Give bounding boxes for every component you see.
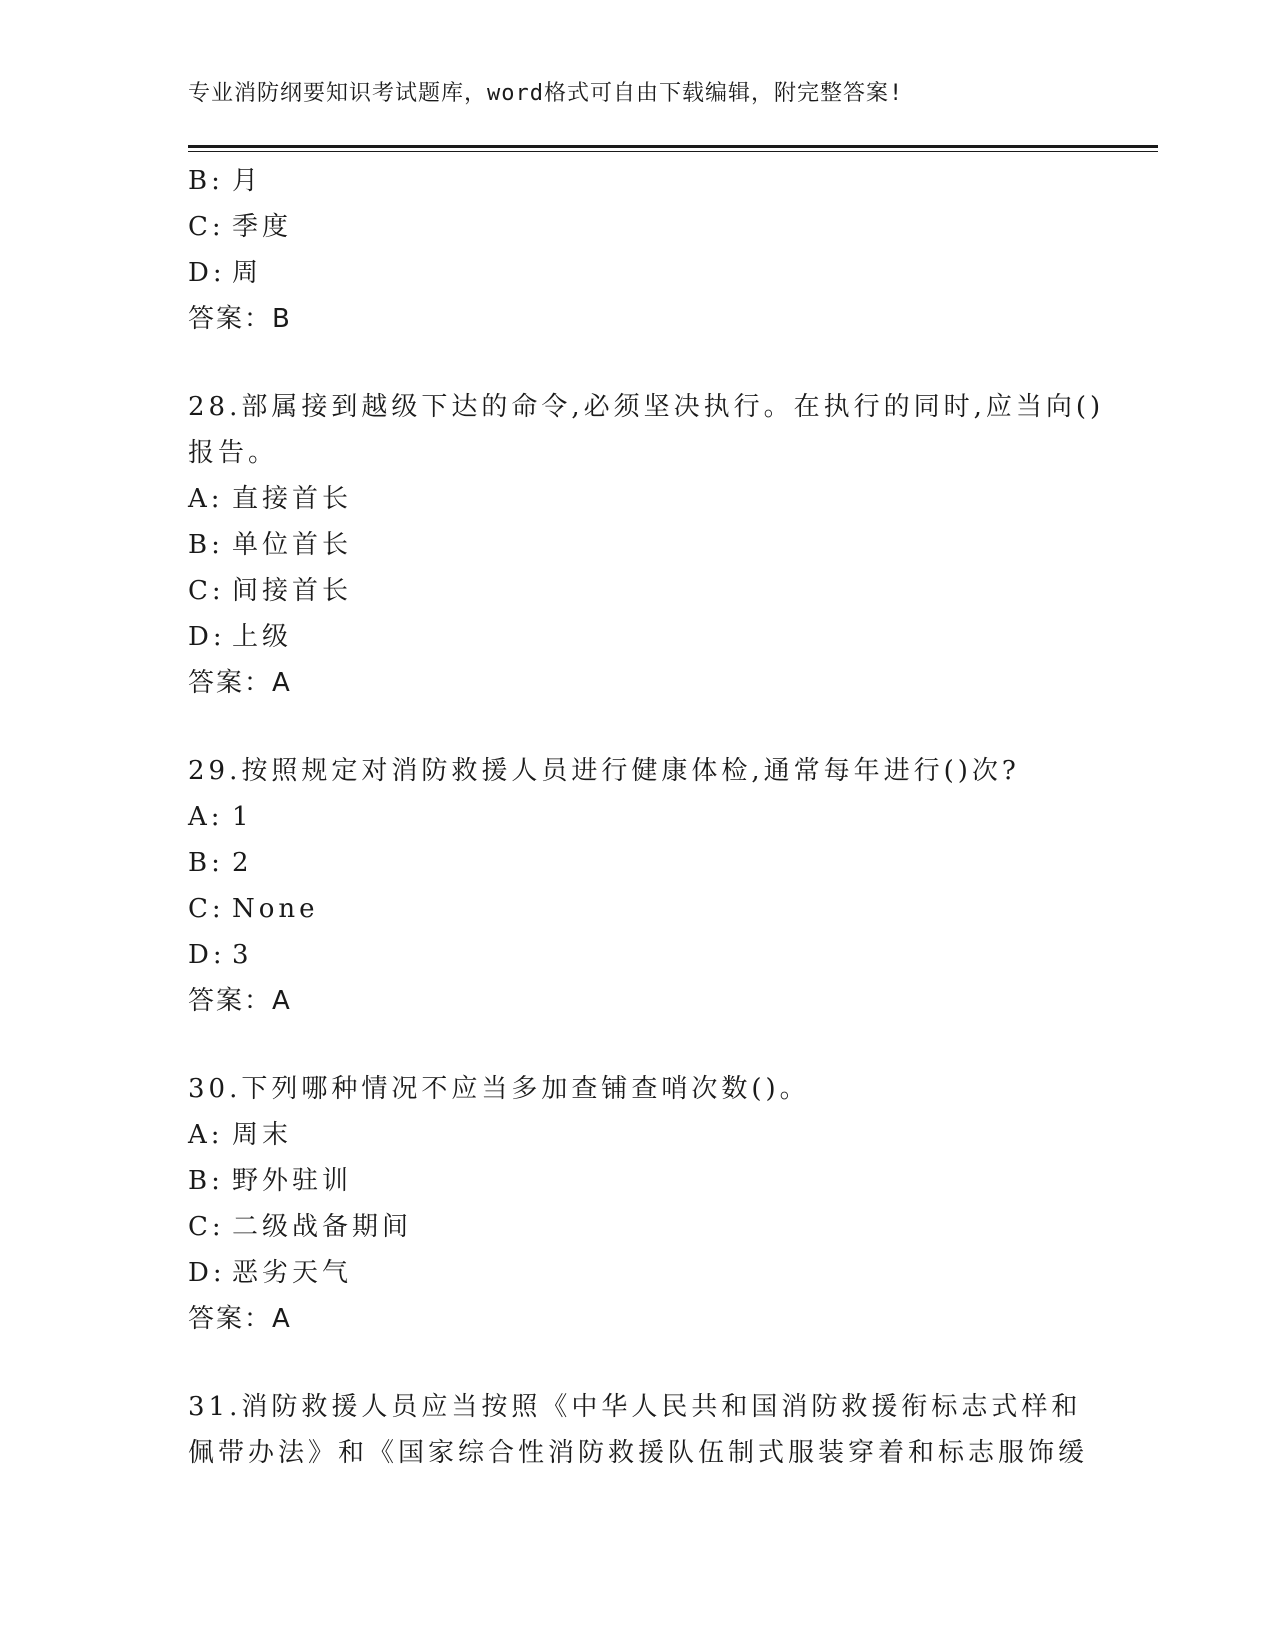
option-text: 间接首长 — [232, 576, 353, 606]
option-a — [188, 794, 1088, 840]
question-text: 29.按照规定对消防救援人员进行健康体检,通常每年进行()次? — [188, 756, 1020, 786]
answer-line: 答案：A — [188, 986, 292, 1016]
option-text: 周末 — [232, 1120, 293, 1150]
option-a — [188, 1112, 1088, 1158]
option-b — [188, 158, 1088, 204]
option-text: 周 — [232, 258, 263, 288]
question-text: 31.消防救援人员应当按照《中华人民共和国消防救援衔标志式样和 — [188, 1392, 1082, 1422]
option-letter: D: — [188, 622, 226, 652]
option-letter: C: — [188, 1212, 225, 1242]
option-text: 二级战备期间 — [232, 1212, 413, 1242]
option-letter: C: — [188, 212, 225, 242]
option-b — [188, 1158, 1088, 1204]
option-text: 季度 — [232, 212, 293, 242]
option-a — [188, 476, 1088, 522]
option-letter: B: — [188, 1166, 224, 1196]
question-text: 30.下列哪种情况不应当多加查铺查哨次数()。 — [188, 1074, 810, 1104]
option-text: 1 — [232, 802, 253, 832]
option-d — [188, 614, 1088, 660]
question-block-prev — [188, 158, 1088, 342]
option-d — [188, 932, 1088, 978]
answer-line: 答案：A — [188, 1304, 292, 1334]
question-text: 28.部属接到越级下达的命令,必须坚决执行。在执行的同时,应当向() — [188, 392, 1105, 422]
option-d — [188, 1250, 1088, 1296]
question-block-29 — [188, 748, 1088, 1024]
option-text: 单位首长 — [232, 530, 353, 560]
option-text: 3 — [232, 940, 253, 970]
option-text: None — [232, 894, 319, 924]
header-rule-thin — [188, 151, 1158, 152]
option-text: 上级 — [232, 622, 293, 652]
option-letter: B: — [188, 166, 224, 196]
option-letter: B: — [188, 848, 224, 878]
option-text: 直接首长 — [232, 484, 353, 514]
option-letter: C: — [188, 894, 225, 924]
question-block-30 — [188, 1066, 1088, 1342]
question-list — [188, 158, 1105, 1476]
option-letter: C: — [188, 576, 225, 606]
option-letter: A: — [188, 1120, 224, 1150]
option-letter: D: — [188, 940, 226, 970]
option-b — [188, 522, 1088, 568]
option-b — [188, 840, 1088, 886]
option-letter: D: — [188, 1258, 226, 1288]
question-text-continued: 报告。 — [188, 438, 279, 468]
option-letter: D: — [188, 258, 226, 288]
option-text: 恶劣天气 — [232, 1258, 353, 1288]
option-letter: A: — [188, 484, 224, 514]
question-block-28 — [188, 384, 1105, 706]
option-text: 2 — [232, 848, 253, 878]
header-rule-thick — [188, 145, 1158, 148]
option-letter: B: — [188, 530, 224, 560]
option-d — [188, 250, 1088, 296]
question-text-continued: 佩带办法》和《国家综合性消防救援队伍制式服装穿着和标志服饰缓 — [188, 1438, 1089, 1468]
question-block-31 — [188, 1384, 1088, 1476]
option-c — [188, 1204, 1088, 1250]
answer-line: 答案：B — [188, 304, 292, 334]
page-header: 专业消防纲要知识考试题库，word格式可自由下载编辑，附完整答案! — [188, 81, 904, 106]
option-c — [188, 886, 1088, 932]
answer-line: 答案：A — [188, 668, 292, 698]
option-c — [188, 204, 1088, 250]
option-c — [188, 568, 1088, 614]
option-letter: A: — [188, 802, 224, 832]
option-text: 野外驻训 — [232, 1166, 353, 1196]
option-text: 月 — [232, 166, 263, 196]
